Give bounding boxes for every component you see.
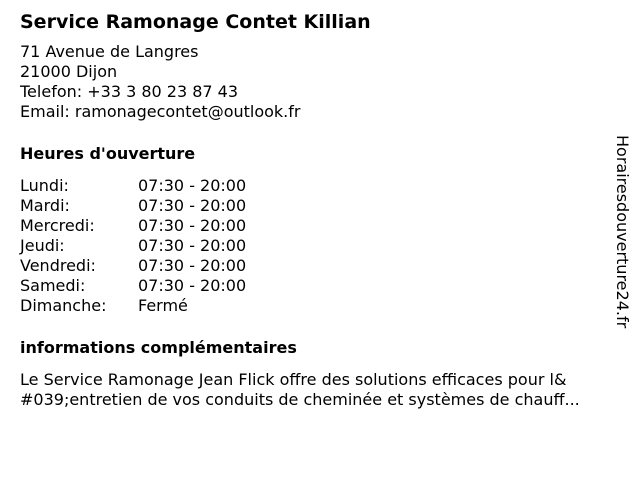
business-card bbox=[20, 8, 610, 410]
day-label: Vendredi: bbox=[20, 256, 96, 275]
time-range: 07:30 - 20:00 bbox=[138, 256, 247, 275]
hours-row-wednesday bbox=[20, 216, 610, 236]
address-city: 21000 Dijon bbox=[20, 62, 118, 81]
additional-info-heading: informations complémentaires bbox=[20, 338, 297, 357]
site-watermark: Horairesdouverture24.fr bbox=[613, 135, 632, 329]
opening-hours-heading: Heures d'ouverture bbox=[20, 144, 196, 163]
day-label: Mardi: bbox=[20, 196, 70, 215]
day-label: Mercredi: bbox=[20, 216, 95, 235]
hours-row-tuesday bbox=[20, 196, 610, 216]
info-line: #039;entretien de vos conduits de cheminée et systèmes de chauff... bbox=[20, 390, 580, 409]
day-label: Jeudi: bbox=[20, 236, 65, 255]
hours-row-monday bbox=[20, 176, 610, 196]
additional-info-text bbox=[20, 370, 620, 410]
time-range: 07:30 - 20:00 bbox=[138, 236, 247, 255]
time-range: 07:30 - 20:00 bbox=[138, 176, 247, 195]
day-label: Lundi: bbox=[20, 176, 69, 195]
hours-row-saturday bbox=[20, 276, 610, 296]
contact-block bbox=[20, 42, 610, 122]
day-label: Samedi: bbox=[20, 276, 86, 295]
address-street: 71 Avenue de Langres bbox=[20, 42, 199, 61]
email-address: Email: ramonagecontet@outlook.fr bbox=[20, 102, 301, 121]
hours-row-friday bbox=[20, 256, 610, 276]
time-range: 07:30 - 20:00 bbox=[138, 216, 247, 235]
day-label: Dimanche: bbox=[20, 296, 107, 315]
business-name: Service Ramonage Contet Killian bbox=[20, 11, 371, 33]
info-line: Le Service Ramonage Jean Flick offre des solutions efficaces pour l& bbox=[20, 370, 567, 389]
phone-number: Telefon: +33 3 80 23 87 43 bbox=[20, 82, 239, 101]
opening-hours-list bbox=[20, 176, 610, 316]
time-range: 07:30 - 20:00 bbox=[138, 276, 247, 295]
hours-row-sunday bbox=[20, 296, 610, 316]
time-range: 07:30 - 20:00 bbox=[138, 196, 247, 215]
hours-row-thursday bbox=[20, 236, 610, 256]
time-range: Fermé bbox=[138, 296, 188, 315]
